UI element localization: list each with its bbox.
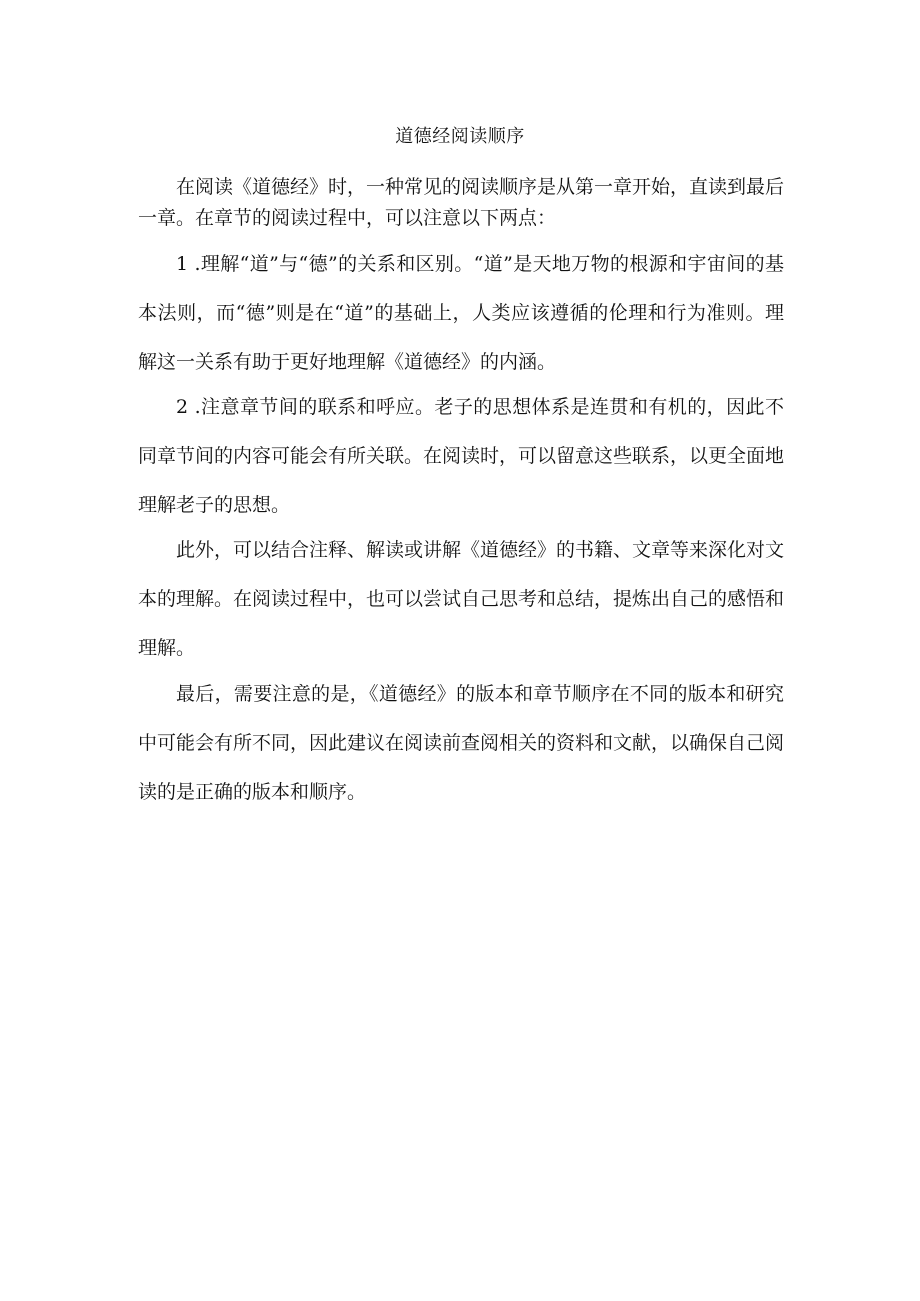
paragraph-point-2: 2 .注意章节间的联系和呼应。老子的思想体系是连贯和有机的，因此不同章节间的内容可能会有所关联。在阅读时，可以留意这些联系，以更全面地理解老子的思想。 <box>138 396 785 516</box>
paragraph-supplement: 此外，可以结合注释、解读或讲解《道德经》的书籍、文章等来深化对文本的理解。在阅读过程中，也可以尝试自己思考和总结，提炼出自己的感悟和理解。 <box>138 539 785 659</box>
paragraph-point-1: 1 .理解“道”与“德”的关系和区别。“道”是天地万物的根源和宇宙间的基本法则，而“德”则是在“道”的基础上，人类应该遵循的伦理和行为准则。理解这一关系有助于更好地理解《道德经》的内涵。 <box>138 253 784 373</box>
document-title: 道德经阅读顺序 <box>395 126 525 147</box>
paragraph-intro: 在阅读《道德经》时，一种常见的阅读顺序是从第一章开始，直读到最后一章。在章节的阅读过程中，可以注意以下两点： <box>138 176 785 229</box>
paragraph-conclusion: 最后，需要注意的是，《道德经》的版本和章节顺序在不同的版本和研究中可能会有所不同，因此建议在阅读前查阅相关的资料和文献，以确保自己阅读的是正确的版本和顺序。 <box>138 683 785 803</box>
